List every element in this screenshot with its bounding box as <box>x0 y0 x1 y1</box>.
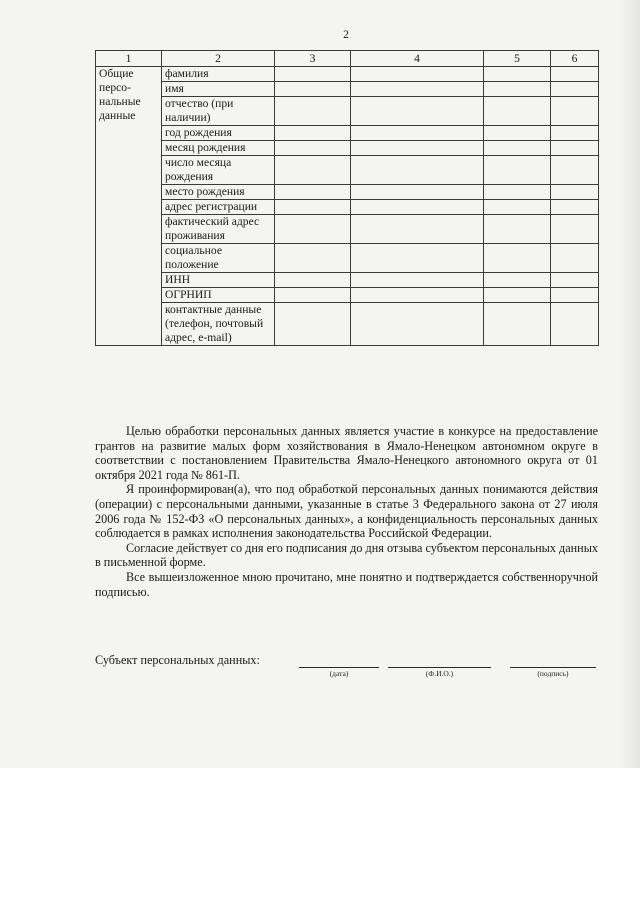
empty-cell <box>551 303 599 346</box>
table-row <box>96 97 599 126</box>
empty-cell <box>275 185 351 200</box>
processing-paragraph: Я проинформирован(а), что под обработкой персональных данных понимаются действия (операции) с персональными данными, указанные в статье 3 Федерального закона от 27 июля 2006 года № 152-ФЗ «О персональных данных», а конфиденциальность персональных данных соблюдается в рамках исполнения законодательства Российской Федерации. <box>95 482 598 541</box>
table-row <box>96 141 599 156</box>
signature-block <box>95 653 605 693</box>
empty-cell <box>275 126 351 141</box>
page-shadow <box>618 0 640 768</box>
table-row <box>96 200 599 215</box>
empty-cell <box>484 273 551 288</box>
empty-cell <box>351 126 484 141</box>
signature-blank <box>510 667 596 668</box>
empty-cell <box>275 215 351 244</box>
empty-cell <box>351 82 484 97</box>
empty-cell <box>275 97 351 126</box>
empty-cell <box>484 156 551 185</box>
empty-cell <box>275 200 351 215</box>
empty-cell <box>275 244 351 273</box>
confirmation-paragraph: Все вышеизложенное мною прочитано, мне понятно и подтверждается собственноручной подписью. <box>95 569 598 599</box>
table-row <box>96 67 599 82</box>
empty-cell <box>484 200 551 215</box>
field-label-cell: место рождения <box>162 185 275 200</box>
empty-cell <box>351 244 484 273</box>
empty-cell <box>351 97 484 126</box>
empty-cell <box>484 126 551 141</box>
field-label-cell: месяц рождения <box>162 141 275 156</box>
field-label-cell: контактные данные (телефон, почтовый адрес, e-mail) <box>162 303 275 346</box>
table-row <box>96 288 599 303</box>
empty-cell <box>484 215 551 244</box>
empty-cell <box>484 288 551 303</box>
table-row <box>96 185 599 200</box>
empty-cell <box>484 82 551 97</box>
table-row <box>96 126 599 141</box>
header-cell: 6 <box>551 51 599 67</box>
field-label-cell: отчество (при наличии) <box>162 97 275 126</box>
empty-cell <box>484 185 551 200</box>
header-cell: 2 <box>162 51 275 67</box>
empty-cell <box>551 200 599 215</box>
field-label-cell: число месяца рождения <box>162 156 275 185</box>
validity-paragraph: Согласие действует со дня его подписания до дня отзыва субъектом персональных данных в письменной форме. <box>95 540 598 570</box>
field-label-cell: социальное положение <box>162 244 275 273</box>
empty-cell <box>551 82 599 97</box>
field-label-cell: адрес регистрации <box>162 200 275 215</box>
empty-cell <box>551 97 599 126</box>
field-label-cell: фамилия <box>162 67 275 82</box>
empty-cell <box>551 273 599 288</box>
field-label-cell: фактический адрес проживания <box>162 215 275 244</box>
empty-cell <box>275 273 351 288</box>
header-cell: 4 <box>351 51 484 67</box>
empty-cell <box>551 156 599 185</box>
empty-cell <box>351 303 484 346</box>
consent-text <box>95 424 598 599</box>
empty-cell <box>275 288 351 303</box>
empty-cell <box>275 67 351 82</box>
table-header-row <box>96 51 599 67</box>
empty-cell <box>351 215 484 244</box>
name-caption: (Ф.И.О.) <box>425 669 454 678</box>
header-cell: 1 <box>96 51 162 67</box>
empty-cell <box>351 185 484 200</box>
table-row <box>96 303 599 346</box>
name-blank <box>388 667 491 668</box>
empty-cell <box>551 244 599 273</box>
purpose-paragraph: Целью обработки персональных данных является участие в конкурсе на предоставление грантов на развитие малых форм хозяйствования в Ямало-Ненецком автономном округе в соответствии с постановлением Правительства Ямало-Ненецкого автономного округа от 01 октября 2021 года № 861-П. <box>95 424 598 482</box>
date-caption: (дата) <box>329 669 349 678</box>
group-label-cell: Общие персо-нальные данные <box>96 67 162 346</box>
empty-cell <box>275 82 351 97</box>
field-label-cell: ОГРНИП <box>162 288 275 303</box>
empty-cell <box>551 215 599 244</box>
table-row <box>96 82 599 97</box>
field-label-cell: ИНН <box>162 273 275 288</box>
empty-cell <box>351 156 484 185</box>
table-row <box>96 156 599 185</box>
empty-cell <box>484 67 551 82</box>
field-label-cell: имя <box>162 82 275 97</box>
signature-label: Субъект персональных данных: <box>95 653 260 667</box>
empty-cell <box>551 67 599 82</box>
empty-cell <box>351 288 484 303</box>
empty-cell <box>551 141 599 156</box>
empty-cell <box>351 67 484 82</box>
empty-cell <box>484 97 551 126</box>
empty-cell <box>551 288 599 303</box>
table-row <box>96 215 599 244</box>
signature-caption: (подпись) <box>537 669 569 678</box>
header-cell: 5 <box>484 51 551 67</box>
empty-cell <box>351 273 484 288</box>
empty-cell <box>351 141 484 156</box>
table-row <box>96 244 599 273</box>
empty-cell <box>275 156 351 185</box>
table-row <box>96 273 599 288</box>
empty-cell <box>484 303 551 346</box>
page-number: 2 <box>343 29 349 41</box>
empty-cell <box>484 141 551 156</box>
empty-cell <box>275 303 351 346</box>
empty-cell <box>551 126 599 141</box>
empty-cell <box>351 200 484 215</box>
field-label-cell: год рождения <box>162 126 275 141</box>
date-blank <box>299 667 379 668</box>
empty-cell <box>484 244 551 273</box>
header-cell: 3 <box>275 51 351 67</box>
personal-data-table <box>95 50 599 346</box>
empty-cell <box>275 141 351 156</box>
empty-cell <box>551 185 599 200</box>
